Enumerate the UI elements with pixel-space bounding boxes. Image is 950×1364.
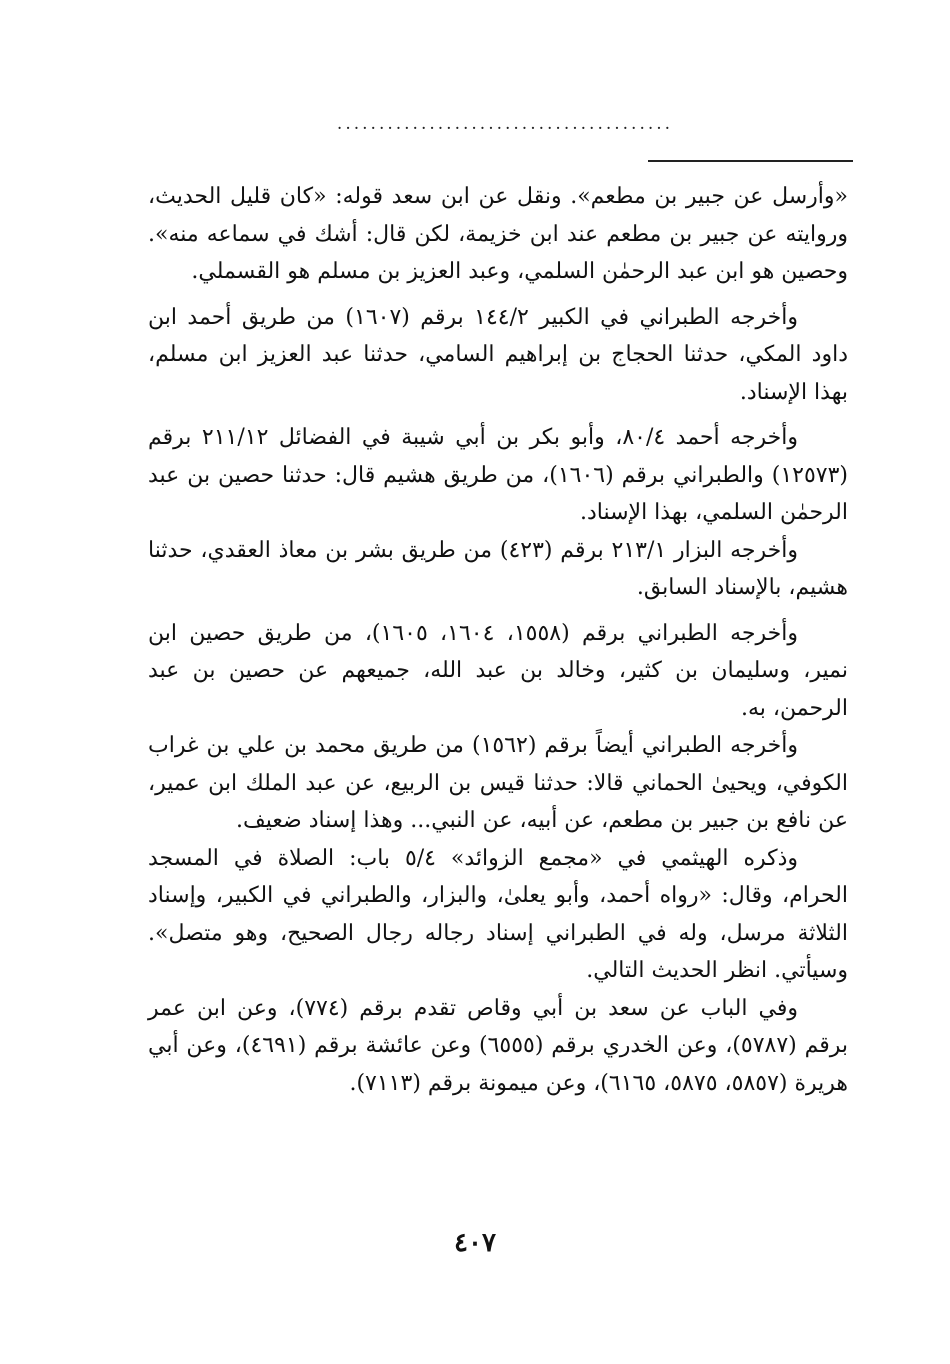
footnote-rule [648, 160, 853, 162]
paragraph: وفي الباب عن سعد بن أبي وقاص تقدم برقم (٧٧٤)، وعن ابن عمر برقم (٥٧٨٧)، وعن الخدري برقم (٦٥٥٥) وعن عائشة برقم (٤٦٩١)، وعن أبي هريرة (٥٨٥٧، ٥٨٧٥، ٦١٦٥)، وعن ميمونة برقم (٧١١٣). [148, 995, 848, 1096]
dotted-separator: ........................................ [336, 114, 674, 134]
paragraph: وأخرجه الطبراني أيضاً برقم (١٥٦٢) من طريق محمد بن علي بن غراب الكوفي، ويحيىٰ الحماني قالا: حدثنا قيس بن الربيع، عن عبد الملك ابن عمير، عن نافع بن جبير بن مطعم، عن أبيه، عن النبي... وهذا إسناد ضعيف. [148, 733, 848, 833]
paragraph: وأخرجه أحمد ٨٠/٤، وأبو بكر بن أبي شيبة في الفضائل ٢١١/١٢ برقم (١٢٥٧٣) والطبراني برقم (١٦٠٦)، من طريق هشيم قال: حدثنا حصين بن عبد الرحمٰن السلمي، بهذا الإسناد. [148, 425, 848, 525]
paragraph: وأخرجه البزار ٢١٣/١ برقم (٤٢٣) من طريق بشر بن معاذ العقدي، حدثنا هشيم، بالإسناد السابق. [148, 537, 848, 600]
page-number: ٤٠٧ [454, 1228, 496, 1258]
paragraph: وذكره الهيثمي في «مجمع الزوائد» ٥/٤ باب: الصلاة في المسجد الحرام، وقال: «رواه أحمد، وأبو يعلىٰ، والبزار، والطبراني في الكبير، وإسناد الثلاثة مرسل، وله في الطبراني إسناد رجاله رجال الصحيح، وهو متصل». وسيأتي. انظر الحديث التالي. [148, 845, 848, 983]
footnote-body [148, 178, 848, 1102]
paragraph: وأخرجه الطبراني في الكبير ١٤٤/٢ برقم (١٦٠٧) من طريق أحمد ابن داود المكي، حدثنا الحجاج بن إبراهيم السامي، حدثنا عبد العزيز ابن مسلم، بهذا الإسناد. [148, 304, 848, 405]
paragraph: «وأرسل عن جبير بن مطعم». ونقل عن ابن سعد قوله: «كان قليل الحديث، وروايته عن جبير بن مطعم عند ابن خزيمة، لكن قال: أشك في سماعه منه». وحصين هو ابن عبد الرحمٰن السلمي، وعبد العزيز بن مسلم هو القسملي. [148, 184, 848, 284]
paragraph: وأخرجه الطبراني برقم (١٥٥٨، ١٦٠٤، ١٦٠٥)، من طريق حصين ابن نمير، وسليمان بن كثير، وخالد بن عبد الله، جميعهم عن حصين بن عبد الرحمن، به. [148, 620, 848, 721]
